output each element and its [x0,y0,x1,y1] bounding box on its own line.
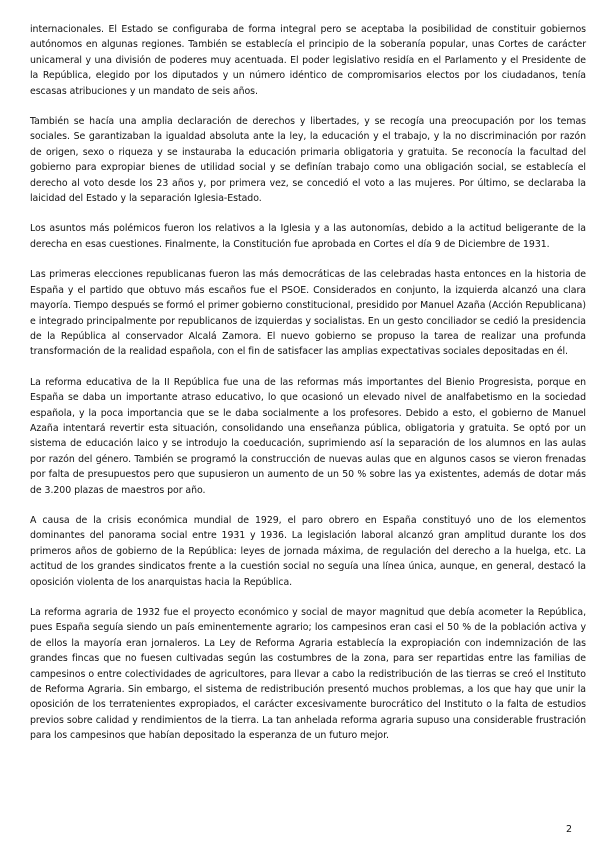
document-page [30,22,586,759]
paragraph-labour-legislation: A causa de la crisis económica mundial de 1929, el paro obrero en España constituyó uno de los elementos dominantes del panorama social entre 1931 y 1936. La legislación laboral alcanzó gran amplitud durante los dos primeros años de gobierno de la República: leyes de jornada máxima, de regulación del derecho a la huelga, etc. La actitud de los grandes sindicatos frente a la cuestión social no seguía una línea única, aunque, en general, destacó la oposición violenta de los anarquistas hacia la República. [30,514,586,588]
page-number: 2 [566,824,573,835]
paragraph-rights-and-liberties: También se hacía una amplia declaración de derechos y libertades, y se recogía una preocupación por los temas sociales. Se garantizaban la igualdad absoluta ante la ley, la educación y el trabajo, y la no discriminación por razón de origen, sexo o riqueza y se instauraba la educación primaria obligatoria y gratuita. Se reconocía la facultad del gobierno para expropiar bienes de utilidad social y se definían trabajo como una obligación social, se establecía el derecho al voto desde los 23 años y, por primera vez, se concedió el voto a las mujeres. Por último, se declaraba la laicidad del Estado y la separación Iglesia-Estado. [30,116,586,205]
paragraph-education-reform: La reforma educativa de la II República fue una de las reformas más importantes del Bienio Progresista, porque en España se daba un importante atraso educativo, lo que ocasionó un elevado nivel de analfabetismo en la sociedad española, y la poca importancia que se le daba socialmente a los profesores. Debido a esto, el gobierno de Manuel Azaña intentará revertir esta situación, consolidando una enseñanza pública, obligatoria y gratuita. Se optó por un sistema de educación laico y se introdujo la coeducación, suprimiendo así la separación de los alumnos en las aulas por razón del género. También se programó la construcción de nuevas aulas que en algunos casos se vieron frenadas por falta de presupuestos pero que supusieron un aumento de un 50 % sobre las ya existentes, además de dotar más de 3.200 plazas de maestros por año. [30,376,586,496]
paragraph-agrarian-reform: La reforma agraria de 1932 fue el proyecto económico y social de mayor magnitud que debía acometer la República, pues España seguía siendo un país eminentemente agrario; los campesinos eran casi el 50 % de la población activa y de ellos la mayoría eran jornaleros. La Ley de Reforma Agraria establecía la expropiación con indemnización de las grandes fincas que no fuesen cultivadas según las costumbres de la zona, para ser repartidas entre las familias de campesinos o entre colectividades de agricultores, para llevar a cabo la redistribución de las tierras se creó el Instituto de Reforma Agraria. Sin embargo, el sistema de redistribución presentó muchos problemas, a los que hay que unir la oposición de los terratenientes expropiados, el carácter excesivamente burocrático del Instituto o la falta de estudios previos sobre calidad y rendimientos de la tierra. La tan anhelada reforma agraria supuso una considerable frustración para los campesinos que habían depositado la esperanza de un futuro mejor. [30,607,586,742]
paragraph-controversial-issues: Los asuntos más polémicos fueron los relativos a la Iglesia y a las autonomías, debido a la actitud beligerante de la derecha en esas cuestiones. Finalmente, la Constitución fue aprobada en Cortes el día 9 de Diciembre de 1931. [30,223,586,250]
paragraph-first-elections: Las primeras elecciones republicanas fueron las más democráticas de las celebradas hasta entonces en la historia de España y el partido que obtuvo más escaños fue el PSOE. Considerados en conjunto, la izquierda alcanzó una clara mayoría. Tiempo después se formó el primer gobierno constitucional, presidido por Manuel Azaña (Acción Republicana) e integrado principalmente por republicanos de izquierdas y socialistas. En un gesto conciliador se cedió la presidencia de la República al conservador Alcalá Zamora. El nuevo gobierno se propuso la tarea de realizar una profunda transformación de la realidad española, con el fin de satisfacer las amplias expectativas sociales depositadas en él. [30,269,586,358]
paragraph-constitution-structure: internacionales. El Estado se configuraba de forma integral pero se aceptaba la posibilidad de constituir gobiernos autónomos en algunas regiones. También se establecía el principio de la soberanía popular, unas Cortes de carácter unicameral y una división de poderes muy acentuada. El poder legislativo residía en el Parlamento y el Presidente de la República, elegido por los diputados y un número idéntico de compromisarios electos por los ciudadanos, tenía escasas atribuciones y un mandato de seis años. [30,24,586,97]
